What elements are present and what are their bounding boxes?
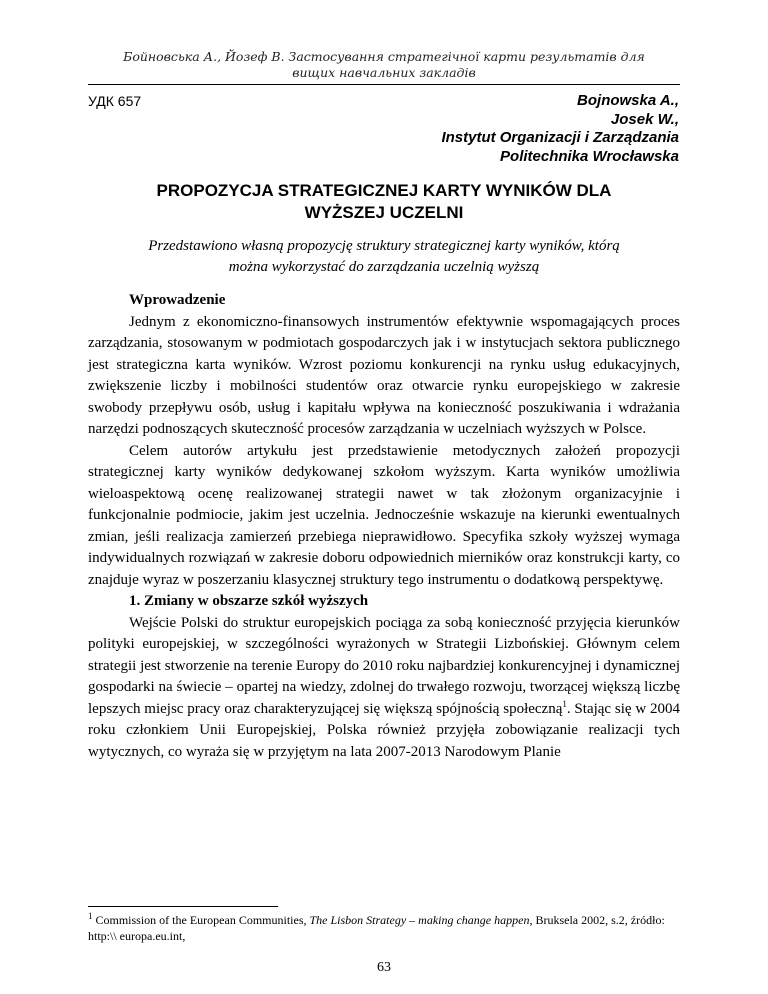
header-divider <box>88 84 680 85</box>
footnote-divider <box>88 906 278 907</box>
page-number: 63 <box>377 960 391 975</box>
udk-code: УДК 657 <box>88 93 142 109</box>
running-head-line: вищих навчальних закладів <box>292 65 476 80</box>
footnote-text: Commission of the European Communities, <box>92 913 310 927</box>
footnote-title: The Lisbon Strategy – making change happen <box>309 913 530 927</box>
abstract-line: Przedstawiono własną propozycję struktury strategicznej karty wyników, którą <box>148 238 620 254</box>
author-block <box>441 92 679 166</box>
paragraph: Jednym z ekonomiczno-finansowych instrumentów efektywnie wspomagających proces zarządzania, stosowanym w podmiotach gospodarczych jak i w instytucjach sektora publicznego jest strategiczna karta wyników. Wzrost poziomu konkurencji na rynku usług edukacyjnych, zwiększenie liczby i mobilności studentów oraz otwarcie rynku europejskiego w zakresie swobody przepływu osób, usług i kapitału wpływa na konieczność poszukiwania i wdrażania narzędzi podnoszących skuteczność procesów zarządzania w uczelniach wyższych w Polsce. <box>88 313 680 437</box>
footnote <box>88 912 680 944</box>
running-head <box>88 49 680 81</box>
paragraph <box>88 613 680 764</box>
paper-title <box>88 180 680 224</box>
footnote-number: 1 <box>88 911 93 921</box>
paragraph: Celem autorów artykułu jest przedstawienie metodycznych założeń propozycji strategicznej karty wyników dedykowanej szkołom wyższym. Karta wyników umożliwia wieloaspektową ocenę realizowanej strategii nawet w tak złożonym organizacyjnie i funkcjonalnie podmiocie, jakim jest uczelnia. Jednocześnie wskazuje na kierunki ewentualnych zmian, jeśli realizacja zamierzeń przebiega nieprawidłowo. Specyfika szkoły wyższej wymaga indywidualnych rozwiązań w zakresie doboru odpowiednich mierników oraz konstrukcji karty, co znajduje wyraz w poszerzaniu klasycznej struktury tego instrumentu o dodatkową perspektywę. <box>88 442 680 588</box>
author-name: Bojnowska A., <box>577 92 679 109</box>
author-affiliation: Instytut Organizacji i Zarządzania <box>441 129 679 146</box>
paragraph-text: . Stając się w 2004 roku członkiem Unii Europejskiej, Polska również przyjęła zobowiązanie realizacji tych wytycznych, co wyraża się w przyjętym na lata 2007-2013 Narodowym Planie <box>88 700 680 760</box>
footnote-text: , Bruksela 2002, s.2, źródło: http:\\ europa.eu.int, <box>88 913 665 943</box>
author-name: Josek W., <box>610 110 679 128</box>
section-heading-1: 1. Zmiany w obszarze szkół wyższych <box>129 593 369 609</box>
running-head-line: Бойновська А., Йозеф В. Застосування стратегічної карти результатів для <box>123 49 645 64</box>
body-text <box>88 290 680 763</box>
abstract <box>120 236 648 278</box>
title-line: PROPOZYCJA STRATEGICZNEJ KARTY WYNIKÓW DLA <box>156 181 612 200</box>
abstract-line: można wykorzystać do zarządzania uczelnią wyższą <box>228 259 540 275</box>
section-heading-intro: Wprowadzenie <box>129 292 226 308</box>
author-affiliation: Politechnika Wrocławska <box>500 147 679 165</box>
footnote-ref[interactable]: 1 <box>562 698 567 709</box>
paragraph-text: Wejście Polski do struktur europejskich pociąga za sobą konieczność przyjęcia kierunków polityki europejskiej, w szczególności wyrażonych w Strategii Lizbońskiej. Głównym celem strategii jest stworzenie na terenie Europy do 2010 roku najbardziej konkurencyjnej i dynamicznej gospodarki na świecie – opartej na wiedzy, zdolnej do trwałego rozwoju, tworzącej większą liczbę lepszych miejsc pracy oraz charakteryzującej się większą spójnością społeczną <box>88 614 680 717</box>
title-line: WYŻSZEJ UCZELNI <box>304 203 464 222</box>
